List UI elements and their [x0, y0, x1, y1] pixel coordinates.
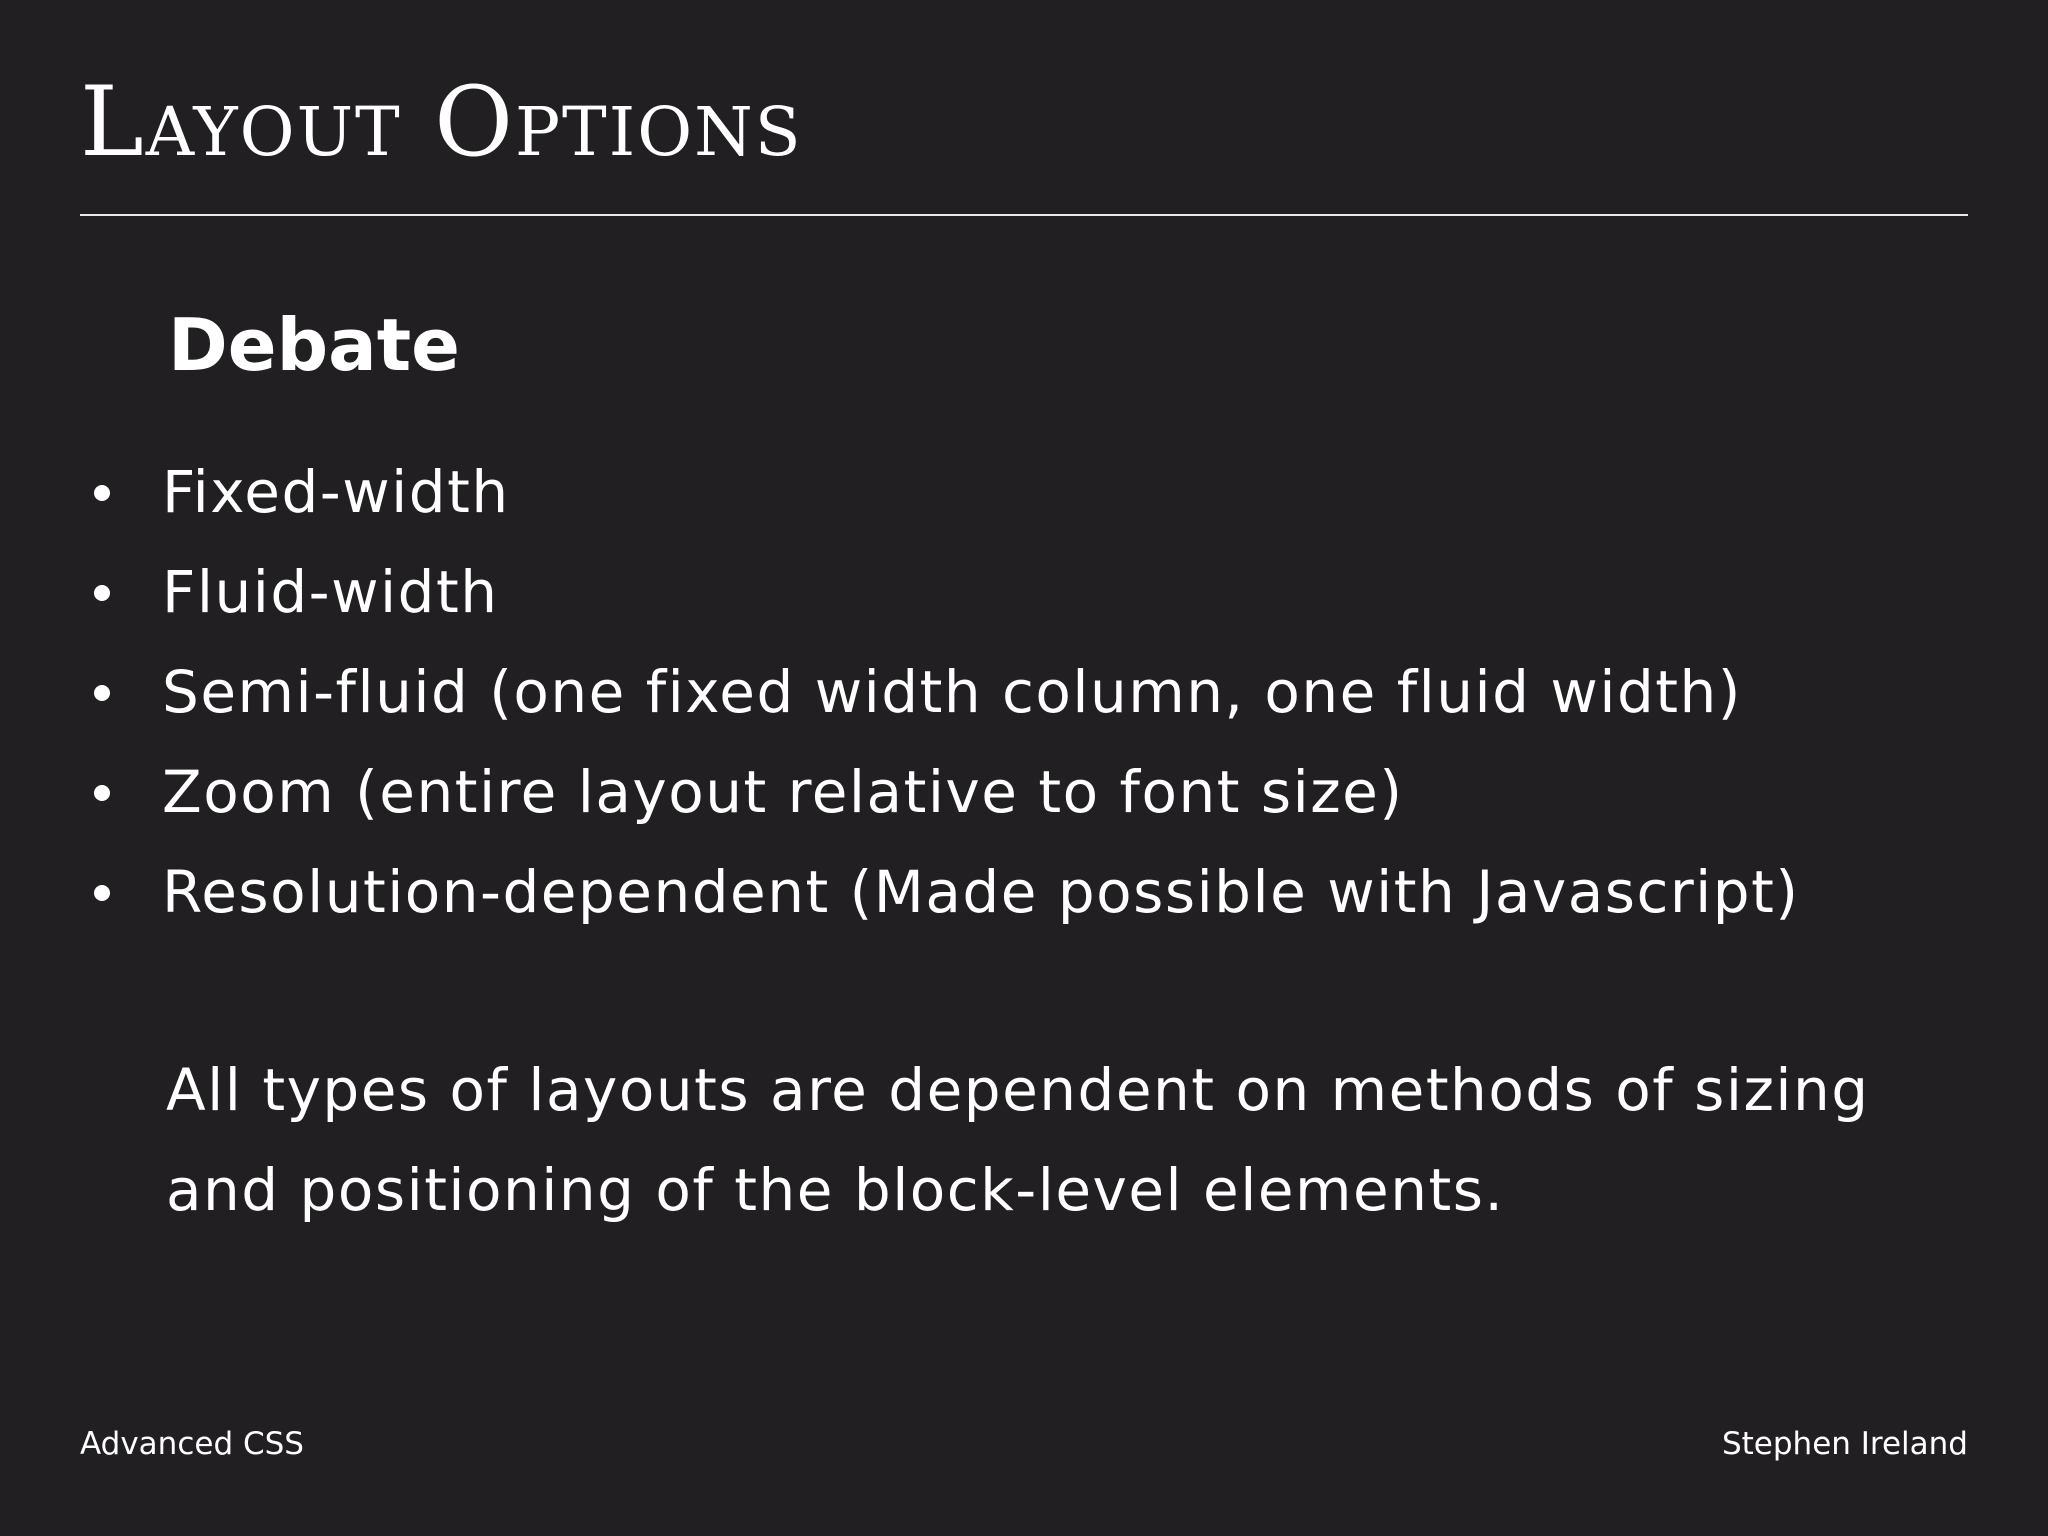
bullet-dot-icon	[94, 785, 110, 801]
bullet-dot-icon	[94, 685, 110, 701]
bullet-item-fixed-width	[90, 442, 1800, 542]
summary-paragraph: All types of layouts are dependent on methods of sizing and positioning of the block-level elements.	[166, 1056, 1870, 1224]
bullet-item-zoom	[90, 742, 1800, 842]
bullet-text: Zoom (entire layout relative to font size)	[162, 758, 1404, 826]
slide-title: Layout Options	[80, 66, 803, 178]
bullet-text: Resolution-dependent (Made possible with Javascript)	[162, 858, 1800, 926]
bullet-dot-icon	[94, 485, 110, 501]
title-divider	[80, 214, 1968, 216]
footer-author-name: Stephen Ireland	[1721, 1426, 1968, 1462]
bullet-text: Fluid-width	[162, 558, 499, 626]
footer-course-title: Advanced CSS	[80, 1426, 304, 1462]
section-heading: Debate	[168, 303, 460, 387]
bullet-dot-icon	[94, 585, 110, 601]
bullet-item-resolution-dependent	[90, 842, 1800, 942]
bullet-text: Fixed-width	[162, 458, 510, 526]
bullet-item-fluid-width	[90, 542, 1800, 642]
bullet-text: Semi-fluid (one fixed width column, one fluid width)	[162, 658, 1742, 726]
bullet-list	[90, 442, 1800, 942]
bullet-dot-icon	[94, 885, 110, 901]
bullet-item-semi-fluid	[90, 642, 1800, 742]
